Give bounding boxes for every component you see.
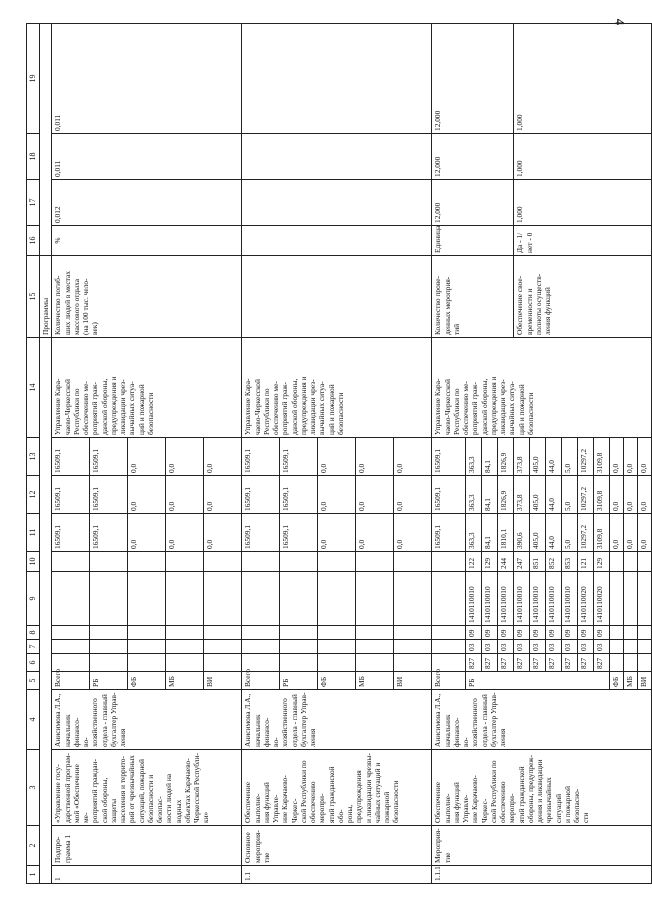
value-2019: 0,0 — [624, 514, 638, 552]
budget-code: 03 — [594, 640, 610, 654]
table-cell — [432, 572, 466, 626]
table-cell — [624, 572, 638, 626]
budget-code: 122 — [466, 552, 482, 572]
table-cell — [242, 180, 432, 226]
value-2021: 16509,1 — [52, 438, 90, 476]
value-2020: 0,0 — [610, 476, 624, 514]
table-cell — [638, 654, 652, 672]
table-cell — [624, 654, 638, 672]
budget-code: 129 — [594, 552, 610, 572]
column-number: 10 — [27, 552, 40, 572]
table-cell — [242, 24, 432, 134]
row-number: 1 — [52, 866, 242, 884]
table-cell — [394, 654, 432, 672]
table-cell — [638, 640, 652, 654]
value-2020: 0,0 — [204, 476, 242, 514]
column-number: 12 — [27, 476, 40, 514]
value-2021: 0,0 — [624, 438, 638, 476]
funding-source: ФБ — [128, 672, 166, 690]
budget-code: 827 — [482, 654, 498, 672]
table-cell — [638, 552, 652, 572]
table-cell — [242, 226, 432, 256]
table-cell — [242, 256, 432, 338]
budget-code: 03 — [578, 640, 594, 654]
value-2021: 0,0 — [166, 438, 204, 476]
funding-source: ФБ — [318, 672, 356, 690]
page-number: 4 — [612, 18, 628, 26]
value-2020: 16509,1 — [280, 476, 318, 514]
table-cell — [242, 134, 432, 180]
budget-code: 1410110010 — [562, 572, 578, 626]
row-number: 1.1 — [242, 866, 432, 884]
table-cell — [204, 654, 242, 672]
value-2021: 0,0 — [638, 438, 652, 476]
indicator-name: Количество погиб- ших людей в местах массового отдыха (на 100 тыс. чело- век) — [52, 256, 242, 338]
section-row — [242, 24, 280, 884]
value-2021: 0,0 — [356, 438, 394, 476]
budget-code: 851 — [530, 552, 546, 572]
column-number: 18 — [27, 134, 40, 180]
indicator-header-row — [40, 24, 52, 884]
value-2021: 1826,9 — [498, 438, 514, 476]
value-2020: 1826,9 — [498, 476, 514, 514]
budget-code: 03 — [514, 640, 530, 654]
indicator-2021: 0,011 — [52, 24, 242, 134]
budget-code: 09 — [546, 626, 562, 640]
table-cell — [40, 338, 52, 884]
funding-source: ФБ — [610, 672, 624, 690]
column-number: 6 — [27, 654, 40, 672]
table-cell — [624, 640, 638, 654]
table-cell — [318, 654, 356, 672]
budget-code: 09 — [514, 626, 530, 640]
value-2020: 0,0 — [624, 476, 638, 514]
table-cell — [280, 572, 318, 626]
table-cell — [610, 552, 624, 572]
value-2019: 0,0 — [204, 514, 242, 552]
budget-code: 827 — [514, 654, 530, 672]
budget-code: 09 — [530, 626, 546, 640]
table-cell — [52, 626, 90, 640]
column-number: 1 — [27, 866, 40, 884]
value-2019: 0,0 — [166, 514, 204, 552]
column-number: 16 — [27, 226, 40, 256]
value-2019: 0,0 — [610, 514, 624, 552]
column-number: 2 — [27, 826, 40, 866]
table-cell — [166, 572, 204, 626]
budget-code: 1410110010 — [498, 572, 514, 626]
table-cell — [610, 572, 624, 626]
value-2020: 3109,8 — [594, 476, 610, 514]
indicator-2020: 12,000 — [432, 134, 514, 180]
indicator-2019: 12,000 — [432, 180, 514, 226]
funding-source: РБ — [280, 672, 318, 690]
column-number: 17 — [27, 180, 40, 226]
budget-code: 827 — [546, 654, 562, 672]
budget-code: 827 — [578, 654, 594, 672]
funding-source: МБ — [356, 672, 394, 690]
section-row — [432, 24, 466, 884]
indicator-2020: 1,000 — [514, 134, 652, 180]
table-cell — [128, 626, 166, 640]
funding-source: Всего — [242, 672, 280, 690]
table-cell — [610, 640, 624, 654]
budget-code: 03 — [530, 640, 546, 654]
table-cell — [40, 24, 52, 256]
table-cell — [356, 552, 394, 572]
table-cell — [128, 654, 166, 672]
budget-code: 827 — [466, 654, 482, 672]
column-number: 7 — [27, 640, 40, 654]
budget-code: 03 — [546, 640, 562, 654]
column-number: 15 — [27, 256, 40, 338]
indicator-name: Обеспечение свое- временности и полноты осуществ- ления функций — [514, 256, 652, 338]
section-row — [52, 24, 90, 884]
table-cell — [242, 640, 280, 654]
funding-source: МБ — [624, 672, 638, 690]
row-type: Основное мероприя- тие — [242, 826, 432, 866]
table-cell — [280, 626, 318, 640]
value-2021: 16509,1 — [242, 438, 280, 476]
value-2020: 363,3 — [466, 476, 482, 514]
value-2021: 5,0 — [562, 438, 578, 476]
table-cell — [280, 552, 318, 572]
budget-code: 09 — [498, 626, 514, 640]
budget-code: 09 — [482, 626, 498, 640]
table-cell — [432, 626, 466, 640]
value-2020: 405,0 — [530, 476, 546, 514]
column-number: 4 — [27, 690, 40, 750]
budget-code: 129 — [482, 552, 498, 572]
value-2019: 0,0 — [638, 514, 652, 552]
table-cell — [394, 572, 432, 626]
budget-code: 827 — [530, 654, 546, 672]
program-name: «Управление госу- дарственной програм- мой «Обеспечение ме- роприятий граждан- ской обороны, защиты населения и террито- рий от чрезвычайных ситуаций, пожарной безопасности и безопас- ности людей на водных объектах Карачаево- Черкесской Республи- ки» — [52, 750, 242, 826]
value-2021: 10297,2 — [578, 438, 594, 476]
value-2019: 0,0 — [356, 514, 394, 552]
funding-source: РБ — [90, 672, 128, 690]
responsible: Анисимова Л.А., начальник финансо- во-хозяйственного отдела - главный бухгалтер Управ- ления — [242, 690, 432, 750]
table-cell — [204, 640, 242, 654]
value-2019: 84,1 — [482, 514, 498, 552]
responsible: Анисимова Л.А., начальник финансо- во-хозяйственного отдела - главный бухгалтер Управ- ления — [52, 690, 242, 750]
table-cell — [204, 552, 242, 572]
table-cell — [394, 626, 432, 640]
table-cell — [638, 626, 652, 640]
value-2020: 0,0 — [318, 476, 356, 514]
column-number: 11 — [27, 514, 40, 552]
budget-code: 09 — [594, 626, 610, 640]
indicator-2021: 1,000 — [514, 24, 652, 134]
indicator-2019: 0,012 — [52, 180, 242, 226]
table-cell — [52, 572, 90, 626]
budget-code: 09 — [466, 626, 482, 640]
value-2021: 373,8 — [514, 438, 530, 476]
budget-code: 03 — [562, 640, 578, 654]
table-cell — [318, 626, 356, 640]
indicator-unit: Единица — [432, 226, 514, 256]
table-cell — [90, 572, 128, 626]
budget-code: 03 — [498, 640, 514, 654]
value-2019: 44,0 — [546, 514, 562, 552]
value-2021: 44,0 — [546, 438, 562, 476]
value-2020: 16509,1 — [432, 476, 466, 514]
budget-code: 09 — [578, 626, 594, 640]
value-2019: 390,6 — [514, 514, 530, 552]
value-2019: 363,3 — [466, 514, 482, 552]
funding-source: МБ — [166, 672, 204, 690]
value-2021: 0,0 — [318, 438, 356, 476]
value-2020: 16509,1 — [52, 476, 90, 514]
table-cell — [356, 572, 394, 626]
executor: Управление Кара- чаево-Черкесской Республики по обеспечению ме- роприятий граж- данской обороны, предупреждения и ликвидации чрез- вычайных ситуа- ций и пожарной безопасности — [52, 338, 242, 438]
program-name: Обеспечение выполне- ния функций Управле- ние Карачаево-Черкес- ской Республики по обеспечению меропри- ятий гражданской обо- роны, предупреждения и ликвидации чрезвы- чайных ситуаций и пожарной безопасности — [242, 750, 432, 826]
value-2020: 84,1 — [482, 476, 498, 514]
table-cell — [624, 552, 638, 572]
indicator-2021: 12,000 — [432, 24, 514, 134]
value-2020: 16509,1 — [90, 476, 128, 514]
budget-code: 1410110010 — [482, 572, 498, 626]
value-2019: 16509,1 — [242, 514, 280, 552]
value-2021: 405,0 — [530, 438, 546, 476]
table-cell — [242, 626, 280, 640]
value-2019: 0,0 — [128, 514, 166, 552]
table-cell — [128, 552, 166, 572]
budget-code: 09 — [562, 626, 578, 640]
budget-code: 03 — [466, 640, 482, 654]
table-cell — [128, 640, 166, 654]
value-2019: 5,0 — [562, 514, 578, 552]
budget-code: 247 — [514, 552, 530, 572]
value-2020: 0,0 — [128, 476, 166, 514]
funding-source: Всего — [432, 672, 466, 690]
budget-code: 1410110010 — [546, 572, 562, 626]
table-cell — [52, 640, 90, 654]
row-type: Мероприя- тие — [432, 826, 652, 866]
table-cell — [166, 626, 204, 640]
value-2021: 16509,1 — [90, 438, 128, 476]
value-2019: 10297,2 — [578, 514, 594, 552]
value-2019: 3109,8 — [594, 514, 610, 552]
value-2020: 10297,2 — [578, 476, 594, 514]
indicator-unit: % — [52, 226, 242, 256]
program-table — [26, 23, 652, 884]
responsible: Анисимова Л.А., начальник финансо- во-хозяйственного отдела - главный бухгалтер Управ- ления — [432, 690, 652, 750]
funding-source: Всего — [52, 672, 90, 690]
table-cell — [52, 552, 90, 572]
table-cell — [638, 572, 652, 626]
column-number: 9 — [27, 572, 40, 626]
indicator-2020: 0,011 — [52, 134, 242, 180]
column-number-row — [27, 24, 40, 884]
rotated-page — [26, 24, 649, 884]
value-2019: 16509,1 — [90, 514, 128, 552]
budget-code: 121 — [578, 552, 594, 572]
executor: Управление Кара- чаево-Черкесской Республики по обеспечению ме- роприятий граж- данской обороны, предупреждения и ликвидации чрез- вычайных ситуа- ций и пожарной безопасности — [432, 338, 652, 438]
budget-code: 852 — [546, 552, 562, 572]
value-2020: 373,8 — [514, 476, 530, 514]
column-number: 5 — [27, 672, 40, 690]
table-cell — [166, 640, 204, 654]
value-2021: 3109,8 — [594, 438, 610, 476]
value-2020: 44,0 — [546, 476, 562, 514]
value-2021: 363,3 — [466, 438, 482, 476]
table-cell — [356, 640, 394, 654]
table-cell — [128, 572, 166, 626]
value-2021: 16509,1 — [280, 438, 318, 476]
budget-code: 853 — [562, 552, 578, 572]
budget-code: 1410110010 — [466, 572, 482, 626]
value-2019: 16509,1 — [52, 514, 90, 552]
budget-code: 827 — [498, 654, 514, 672]
value-2020: 16509,1 — [242, 476, 280, 514]
table-cell — [318, 572, 356, 626]
table-cell — [90, 552, 128, 572]
indicator-name: Количество прове- денных мероприя- тий — [432, 256, 514, 338]
row-type: Подпро- грамма 1 — [52, 826, 242, 866]
column-number: 13 — [27, 438, 40, 476]
value-2020: 0,0 — [166, 476, 204, 514]
table-cell — [610, 654, 624, 672]
value-2019: 1810,1 — [498, 514, 514, 552]
budget-code: 1410110020 — [578, 572, 594, 626]
table-cell — [318, 640, 356, 654]
table-cell — [242, 572, 280, 626]
table-cell — [356, 626, 394, 640]
value-2019: 16509,1 — [432, 514, 466, 552]
budget-code: 1410110010 — [514, 572, 530, 626]
indicator-unit: Да - 1/ нет - 0 — [514, 226, 652, 256]
table-cell — [280, 654, 318, 672]
budget-code: 827 — [562, 654, 578, 672]
budget-code: 827 — [594, 654, 610, 672]
value-2021: 84,1 — [482, 438, 498, 476]
value-2021: 0,0 — [204, 438, 242, 476]
budget-code: 03 — [482, 640, 498, 654]
value-2020: 0,0 — [356, 476, 394, 514]
budget-code: 1410110010 — [530, 572, 546, 626]
column-number: 14 — [27, 338, 40, 438]
table-cell — [90, 654, 128, 672]
budget-code: 1410110020 — [594, 572, 610, 626]
table-cell — [90, 640, 128, 654]
value-2021: 0,0 — [128, 438, 166, 476]
value-2021: 16509,1 — [432, 438, 466, 476]
value-2019: 0,0 — [394, 514, 432, 552]
indicator-2019: 1,000 — [514, 180, 652, 226]
table-cell — [90, 626, 128, 640]
table-cell — [166, 654, 204, 672]
value-2021: 0,0 — [610, 438, 624, 476]
funding-source: ВИ — [204, 672, 242, 690]
table-cell — [318, 552, 356, 572]
value-2021: 0,0 — [394, 438, 432, 476]
table-cell — [242, 552, 280, 572]
table-cell — [432, 640, 466, 654]
table-cell — [166, 552, 204, 572]
table-cell — [624, 626, 638, 640]
row-number: 1.1.1 — [432, 866, 652, 884]
table-cell — [356, 654, 394, 672]
table-cell — [394, 640, 432, 654]
value-2019: 405,0 — [530, 514, 546, 552]
value-2019: 0,0 — [318, 514, 356, 552]
value-2020: 0,0 — [394, 476, 432, 514]
funding-source: ВИ — [638, 672, 652, 690]
column-number: 8 — [27, 626, 40, 640]
budget-code: 244 — [498, 552, 514, 572]
executor: Управление Кара- чаево-Черкесской Республики по обеспечению ме- роприятий граж- данской обороны, предупреждения и ликвидации чрез- вычайных ситуа- ций и пожарной безопасности — [242, 338, 432, 438]
table-cell — [204, 572, 242, 626]
table-cell — [280, 640, 318, 654]
value-2020: 5,0 — [562, 476, 578, 514]
column-number: 19 — [27, 24, 40, 134]
program-name: Обеспечение выполне- ния функций Управле- ние Карачаево-Черкес- ской Республики по обеспечению меропри- ятий гражданской обороны, предупреж- дения и ликвидации чрезвычайных ситуаций и пожарной безопасно- сти — [432, 750, 652, 826]
value-2020: 0,0 — [638, 476, 652, 514]
indicator-header: Программы — [40, 256, 52, 338]
column-number: 3 — [27, 750, 40, 826]
table-cell — [204, 626, 242, 640]
value-2019: 16509,1 — [280, 514, 318, 552]
table-cell — [432, 552, 466, 572]
table-cell — [394, 552, 432, 572]
funding-source: РБ — [466, 672, 610, 690]
funding-source: ВИ — [394, 672, 432, 690]
table-cell — [610, 626, 624, 640]
